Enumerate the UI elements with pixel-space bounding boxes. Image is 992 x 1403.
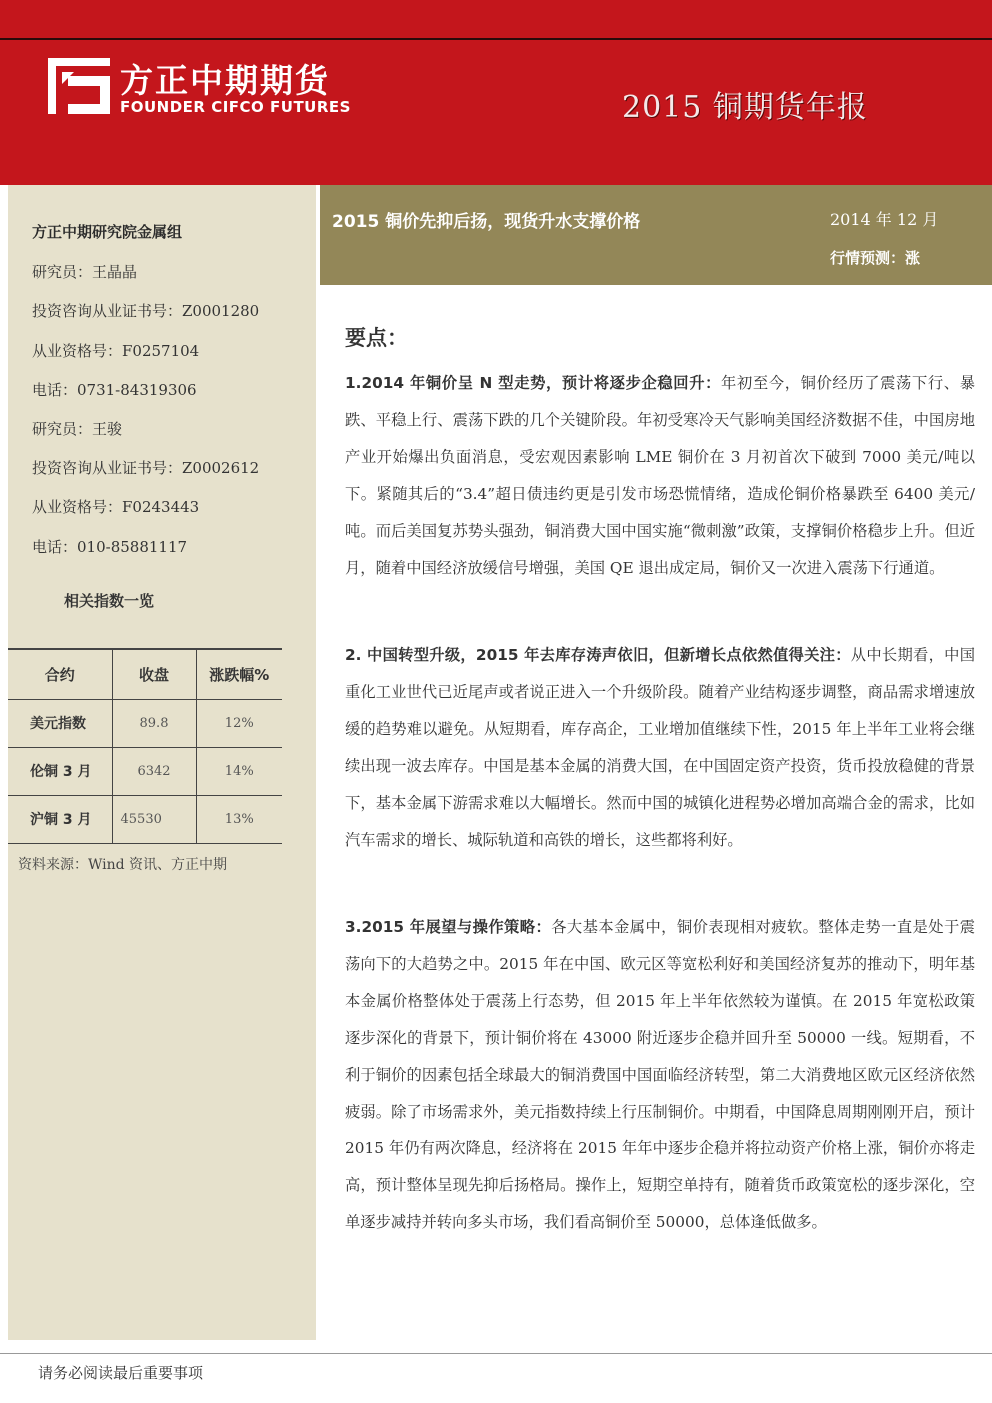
analyst-line: 研究员：王骏 [32, 420, 123, 438]
header-divider [0, 38, 992, 40]
report-header [0, 0, 992, 185]
report-date: 2014 年 12 月 [830, 210, 939, 229]
table-header-row [8, 649, 282, 699]
data-source-note: 资料来源：Wind 资讯、方正中期 [18, 857, 228, 873]
report-headline: 2015 铜价先抑后扬，现货升水支撑价格 [332, 212, 641, 232]
close-price: 6342 [112, 747, 196, 795]
analyst-line: 投资咨询从业证书号：Z0002612 [32, 459, 260, 477]
change-percent: 12% [196, 699, 282, 747]
company-logo-icon [48, 58, 110, 114]
report-title: 2015 铜期货年报 [622, 90, 868, 125]
company-name-cn: 方正中期期货 [120, 61, 330, 100]
index-table [8, 648, 282, 844]
analyst-line: 电话：010-85881117 [32, 538, 188, 556]
contract-name: 伦铜 3 月 [30, 764, 92, 780]
key-point-body: 年初至今，铜价经历了震荡下行、暴跌、平稳上行、震荡下跌的几个关键阶段。年初受寒冷天气影响美国经济数据不佳，中国房地产业开始爆出负面消息，受宏观因素影响 LME 铜价在 3 月初首次下破到 7000 美元/吨以下。紧随其后的“3.4”超日债违约更是引发市场恐慌情绪，造成伦铜价格暴跌至 6400 美元/吨。而后美国复苏势头强劲，铜消费大国中国实施“微刺激”政策，支撑铜价格稳步上升。但近月，随着中国经济放缓信号增强，美国 QE 退出成定局，铜价又一次进入震荡下行通道。 [345, 374, 975, 577]
column-header: 涨跌幅% [196, 649, 282, 699]
key-points-heading: 要点： [345, 326, 408, 350]
key-point-body: 从中长期看，中国重化工业世代已近尾声或者说正进入一个升级阶段。随着产业结构逐步调整，商品需求增速放缓的趋势难以避免。从短期看，库存高企，工业增加值继续下性，2015 年上半年工业将会继续出现一波去库存。中国是基本金属的消费大国，在中国固定资产投资，货币投放稳健的背景下，基本金属下游需求难以大幅增长。然而中国的城镇化进程势必增加高端合金的需求，比如汽车需求的增长、城际轨道和高铁的增长，这些都将利好。 [345, 646, 975, 849]
market-forecast: 行情预测：涨 [830, 249, 921, 267]
title-banner [320, 185, 992, 285]
key-point [345, 637, 975, 858]
index-table-title: 相关指数一览 [64, 592, 155, 610]
key-point-body: 各大基本金属中，铜价表现相对疲软。整体走势一直是处于震荡向下的大趋势之中。2015 年在中国、欧元区等宽松利好和美国经济复苏的推动下，明年基本金属价格整体处于震荡上行态势，但 2015 年上半年依然较为谨慎。在 2015 年宽松政策逐步深化的背景下，预计铜价将在 43000 附近逐步企稳并回升至 50000 一线。短期看，不利于铜价的因素包括全球最大的铜消费国中国面临经济转型，第二大消费地区欧元区经济依然疲弱。除了市场需求外，美元指数持续上行压制铜价。中期看，中国降息周期刚刚开启，预计 2015 年仍有两次降息，经济将在 2015 年年中逐步企稳并将拉动资产价格上涨，铜价亦将走高，预计整体呈现先抑后扬格局。操作上，短期空单持有，随着货币政策宽松的逐步深化，空单逐步减持并转向多头市场，我们看高铜价至 50000，总体逢低做多。 [345, 918, 975, 1232]
analyst-line: 研究员：王晶晶 [32, 263, 138, 281]
key-point [345, 365, 975, 586]
column-header: 收盘 [112, 649, 196, 699]
analyst-line: 投资咨询从业证书号：Z0001280 [32, 302, 260, 320]
table-row [8, 747, 282, 795]
analyst-line: 电话：0731-84319306 [32, 381, 197, 399]
footer-disclaimer-note: 请务必阅读最后重要事项 [38, 1364, 204, 1382]
key-point-lead: 3.2015 年展望与操作策略： [345, 918, 552, 936]
contract-name: 沪铜 3 月 [30, 812, 92, 828]
contract-name: 美元指数 [30, 716, 86, 732]
change-percent: 13% [196, 795, 282, 843]
analyst-line: 从业资格号：F0257104 [32, 342, 200, 360]
column-header: 合约 [44, 665, 75, 684]
change-percent: 14% [196, 747, 282, 795]
company-name-en: FOUNDER CIFCO FUTURES [120, 98, 351, 116]
key-point [345, 909, 975, 1241]
table-row [8, 795, 282, 843]
key-point-lead: 1.2014 年铜价呈 N 型走势，预计将逐步企稳回升： [345, 374, 722, 392]
footer-divider [0, 1353, 992, 1354]
close-price: 89.8 [112, 699, 196, 747]
analyst-line: 从业资格号：F0243443 [32, 498, 200, 516]
table-row [8, 699, 282, 747]
research-group: 方正中期研究院金属组 [32, 223, 183, 241]
close-price: 45530 [112, 795, 196, 843]
key-point-lead: 2. 中国转型升级，2015 年去库存涛声依旧，但新增长点依然值得关注： [345, 646, 851, 664]
